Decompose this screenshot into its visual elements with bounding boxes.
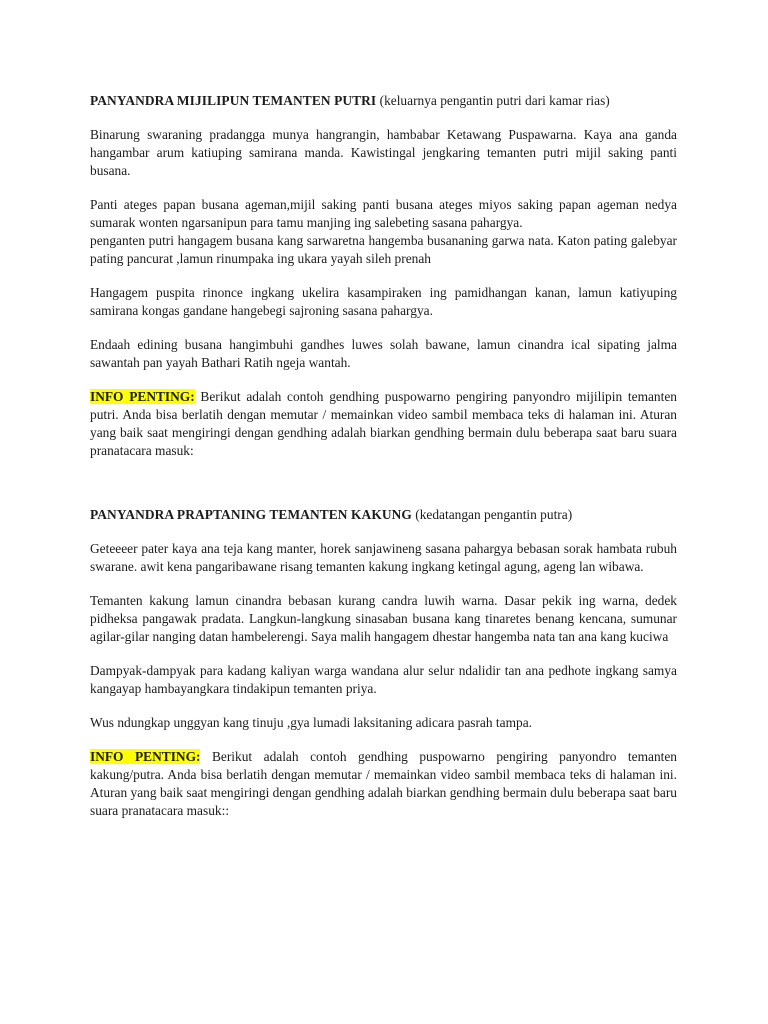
info-text: Berikut adalah contoh gendhing puspowarno pengiring panyondro temanten kakung/putra. Anda bisa berlatih dengan memutar / memainkan video sambil membaca teks di halaman ini. Aturan yang baik saat mengiringi dengan gendhing adalah biarkan gendhing bermain dulu beberapa saat baru suara pranatacara masuk:: [90, 749, 677, 818]
section-praptaning-temanten-kakung [90, 506, 677, 820]
info-paragraph [90, 748, 677, 820]
info-text: Berikut adalah contoh gendhing puspowarno pengiring panyondro mijilipin temanten putri. Anda bisa berlatih dengan memutar / memainkan video sambil membaca teks di halaman ini. Aturan yang baik saat mengiringi dengan gendhing adalah biarkan gendhing bermain dulu beberapa saat baru suara pranatacara masuk: [90, 389, 677, 458]
section-title: PANYANDRA MIJILIPUN TEMANTEN PUTRI [90, 93, 377, 108]
document-page [90, 92, 677, 820]
section-subtitle: (keluarnya pengantin putri dari kamar rias) [379, 93, 610, 108]
paragraph: Hangagem puspita rinonce ingkang ukelira kasampiraken ing pamidhangan kanan, lamun katiyuping samirana kongas gandane hangebegi sajroning sasana pahargya. [90, 285, 677, 318]
paragraph: Dampyak-dampyak para kadang kaliyan warga wandana alur selur ndalidir tan ana pedhote ingkang samya kangayap hambayangkara tindakipun temanten priya. [90, 663, 677, 696]
section-mijilipun-temanten-putri [90, 92, 677, 460]
section-heading [90, 506, 677, 524]
paragraph: Temanten kakung lamun cinandra bebasan kurang candra luwih warna. Dasar pekik ing warna, dedek pidheksa pangawak pradata. Langkun-langkung sinasaban busana kang tinaretes benang kencana, sumunar agilar-gilar nanging datan hambelerengi. Saya malih hangagem dhestar hangemba nata tan ana kang kuciwa [90, 593, 677, 644]
info-label-highlight: INFO PENTING: [90, 389, 195, 404]
section-heading [90, 92, 677, 110]
paragraph: Binarung swaraning pradangga munya hangrangin, hambabar Ketawang Puspawarna. Kaya ana ganda hangambar arum katiuping samirana manda. Kawistingal jengkaring temanten putri mijil saking panti busana. [90, 127, 677, 178]
paragraph: Endaah edining busana hangimbuhi gandhes luwes solah bawane, lamun cinandra ical sipating jalma sawantah pan yayah Bathari Ratih ngeja wantah. [90, 337, 677, 370]
info-paragraph [90, 388, 677, 460]
paragraph: Geteeeer pater kaya ana teja kang manter, horek sanjawineng sasana pahargya bebasan sorak hambata rubuh swarane. awit kena pangaribawane risang temanten kakung ingkang ketingal agung, ageng lan wibawa. [90, 541, 677, 574]
paragraph: Wus ndungkap unggyan kang tinuju ,gya lumadi laksitaning adicara pasrah tampa. [90, 715, 532, 730]
paragraph: penganten putri hangagem busana kang sarwaretna hangemba busananing garwa nata. Katon pating galebyar pating pancurat ,lamun rinumpaka ing ukara yayah sileh prenah [90, 233, 677, 266]
section-subtitle: (kedatangan pengantin putra) [415, 507, 573, 522]
section-title: PANYANDRA PRAPTANING TEMANTEN KAKUNG [90, 507, 412, 522]
paragraph: Panti ateges papan busana ageman,mijil saking panti busana ateges miyos saking papan ageman nedya sumarak wonten ngarsanipun para tamu manjing ing salebeting sasana pahargya. [90, 197, 677, 230]
info-label-highlight: INFO PENTING: [90, 749, 201, 764]
